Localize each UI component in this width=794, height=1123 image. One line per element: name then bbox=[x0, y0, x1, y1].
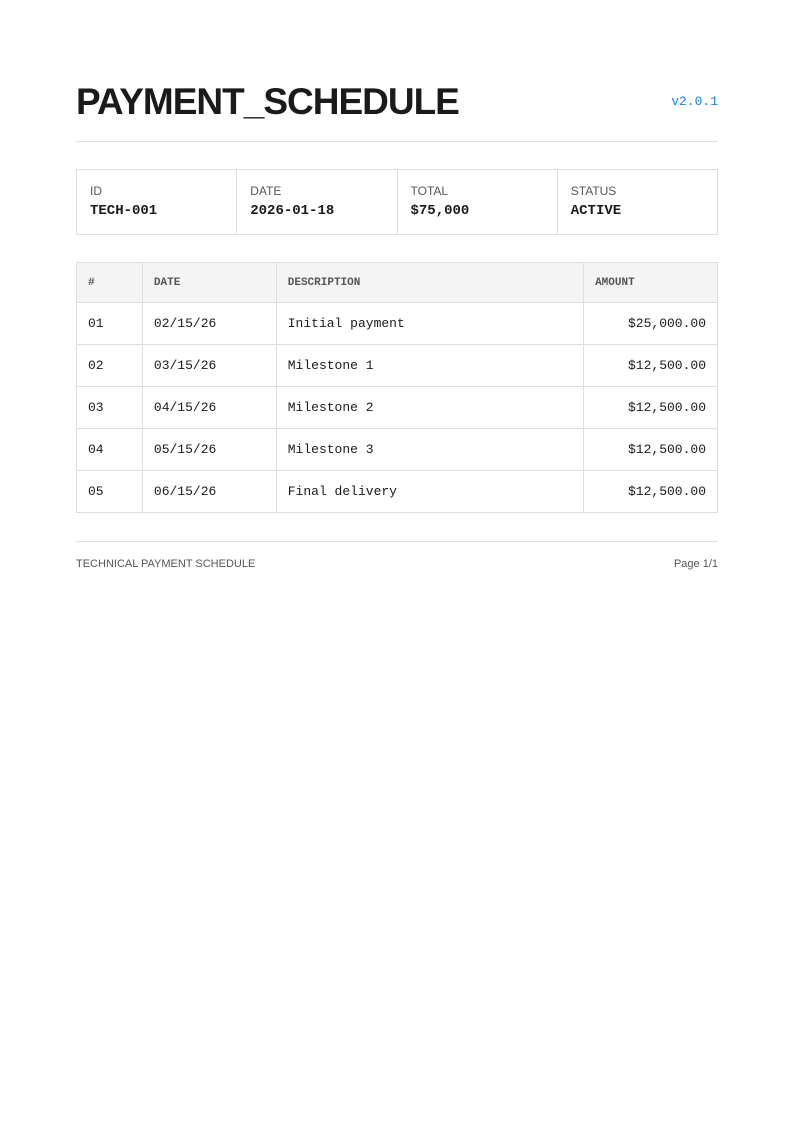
meta-value: TECH-001 bbox=[90, 203, 158, 219]
page-title: PAYMENT_SCHEDULE bbox=[76, 81, 459, 122]
column-header-date: DATE bbox=[142, 263, 276, 303]
row-date: 05/15/26 bbox=[142, 429, 276, 471]
row-amount: $12,500.00 bbox=[584, 345, 718, 387]
table-row bbox=[77, 429, 718, 471]
meta-summary bbox=[76, 169, 718, 235]
footer-title: TECHNICAL PAYMENT SCHEDULE bbox=[76, 558, 256, 570]
row-amount: $12,500.00 bbox=[584, 429, 718, 471]
row-number: 05 bbox=[77, 471, 143, 513]
page-number: Page 1/1 bbox=[673, 558, 718, 570]
row-number: 03 bbox=[77, 387, 143, 429]
table-row bbox=[77, 345, 718, 387]
meta-value: ACTIVE bbox=[570, 203, 622, 219]
row-amount: $25,000.00 bbox=[584, 303, 718, 345]
row-amount: $12,500.00 bbox=[584, 387, 718, 429]
header-divider bbox=[76, 141, 718, 142]
row-description: Milestone 2 bbox=[276, 387, 583, 429]
column-header-description: DESCRIPTION bbox=[276, 263, 583, 303]
meta-total bbox=[398, 170, 558, 234]
row-description: Milestone 3 bbox=[276, 429, 583, 471]
row-date: 02/15/26 bbox=[142, 303, 276, 345]
meta-id bbox=[77, 170, 237, 234]
row-date: 04/15/26 bbox=[142, 387, 276, 429]
table-row bbox=[77, 387, 718, 429]
meta-value: $75,000 bbox=[410, 203, 470, 219]
table-row bbox=[77, 303, 718, 345]
meta-date bbox=[237, 170, 397, 234]
table-row bbox=[77, 471, 718, 513]
meta-label: TOTAL bbox=[410, 184, 449, 198]
row-description: Initial payment bbox=[276, 303, 583, 345]
meta-label: ID bbox=[90, 184, 102, 198]
table-header-row bbox=[77, 263, 718, 303]
meta-value: 2026-01-18 bbox=[250, 203, 335, 219]
meta-status bbox=[558, 170, 717, 234]
payment-table bbox=[76, 262, 718, 513]
row-number: 04 bbox=[77, 429, 143, 471]
row-amount: $12,500.00 bbox=[584, 471, 718, 513]
meta-label: DATE bbox=[250, 184, 282, 198]
row-description: Final delivery bbox=[276, 471, 583, 513]
column-header-number: # bbox=[77, 263, 143, 303]
row-date: 03/15/26 bbox=[142, 345, 276, 387]
column-header-amount: AMOUNT bbox=[584, 263, 718, 303]
row-number: 01 bbox=[77, 303, 143, 345]
meta-label: STATUS bbox=[570, 184, 617, 198]
row-description: Milestone 1 bbox=[276, 345, 583, 387]
footer-divider bbox=[76, 541, 718, 542]
row-number: 02 bbox=[77, 345, 143, 387]
version-label: v2.0.1 bbox=[671, 94, 718, 109]
row-date: 06/15/26 bbox=[142, 471, 276, 513]
